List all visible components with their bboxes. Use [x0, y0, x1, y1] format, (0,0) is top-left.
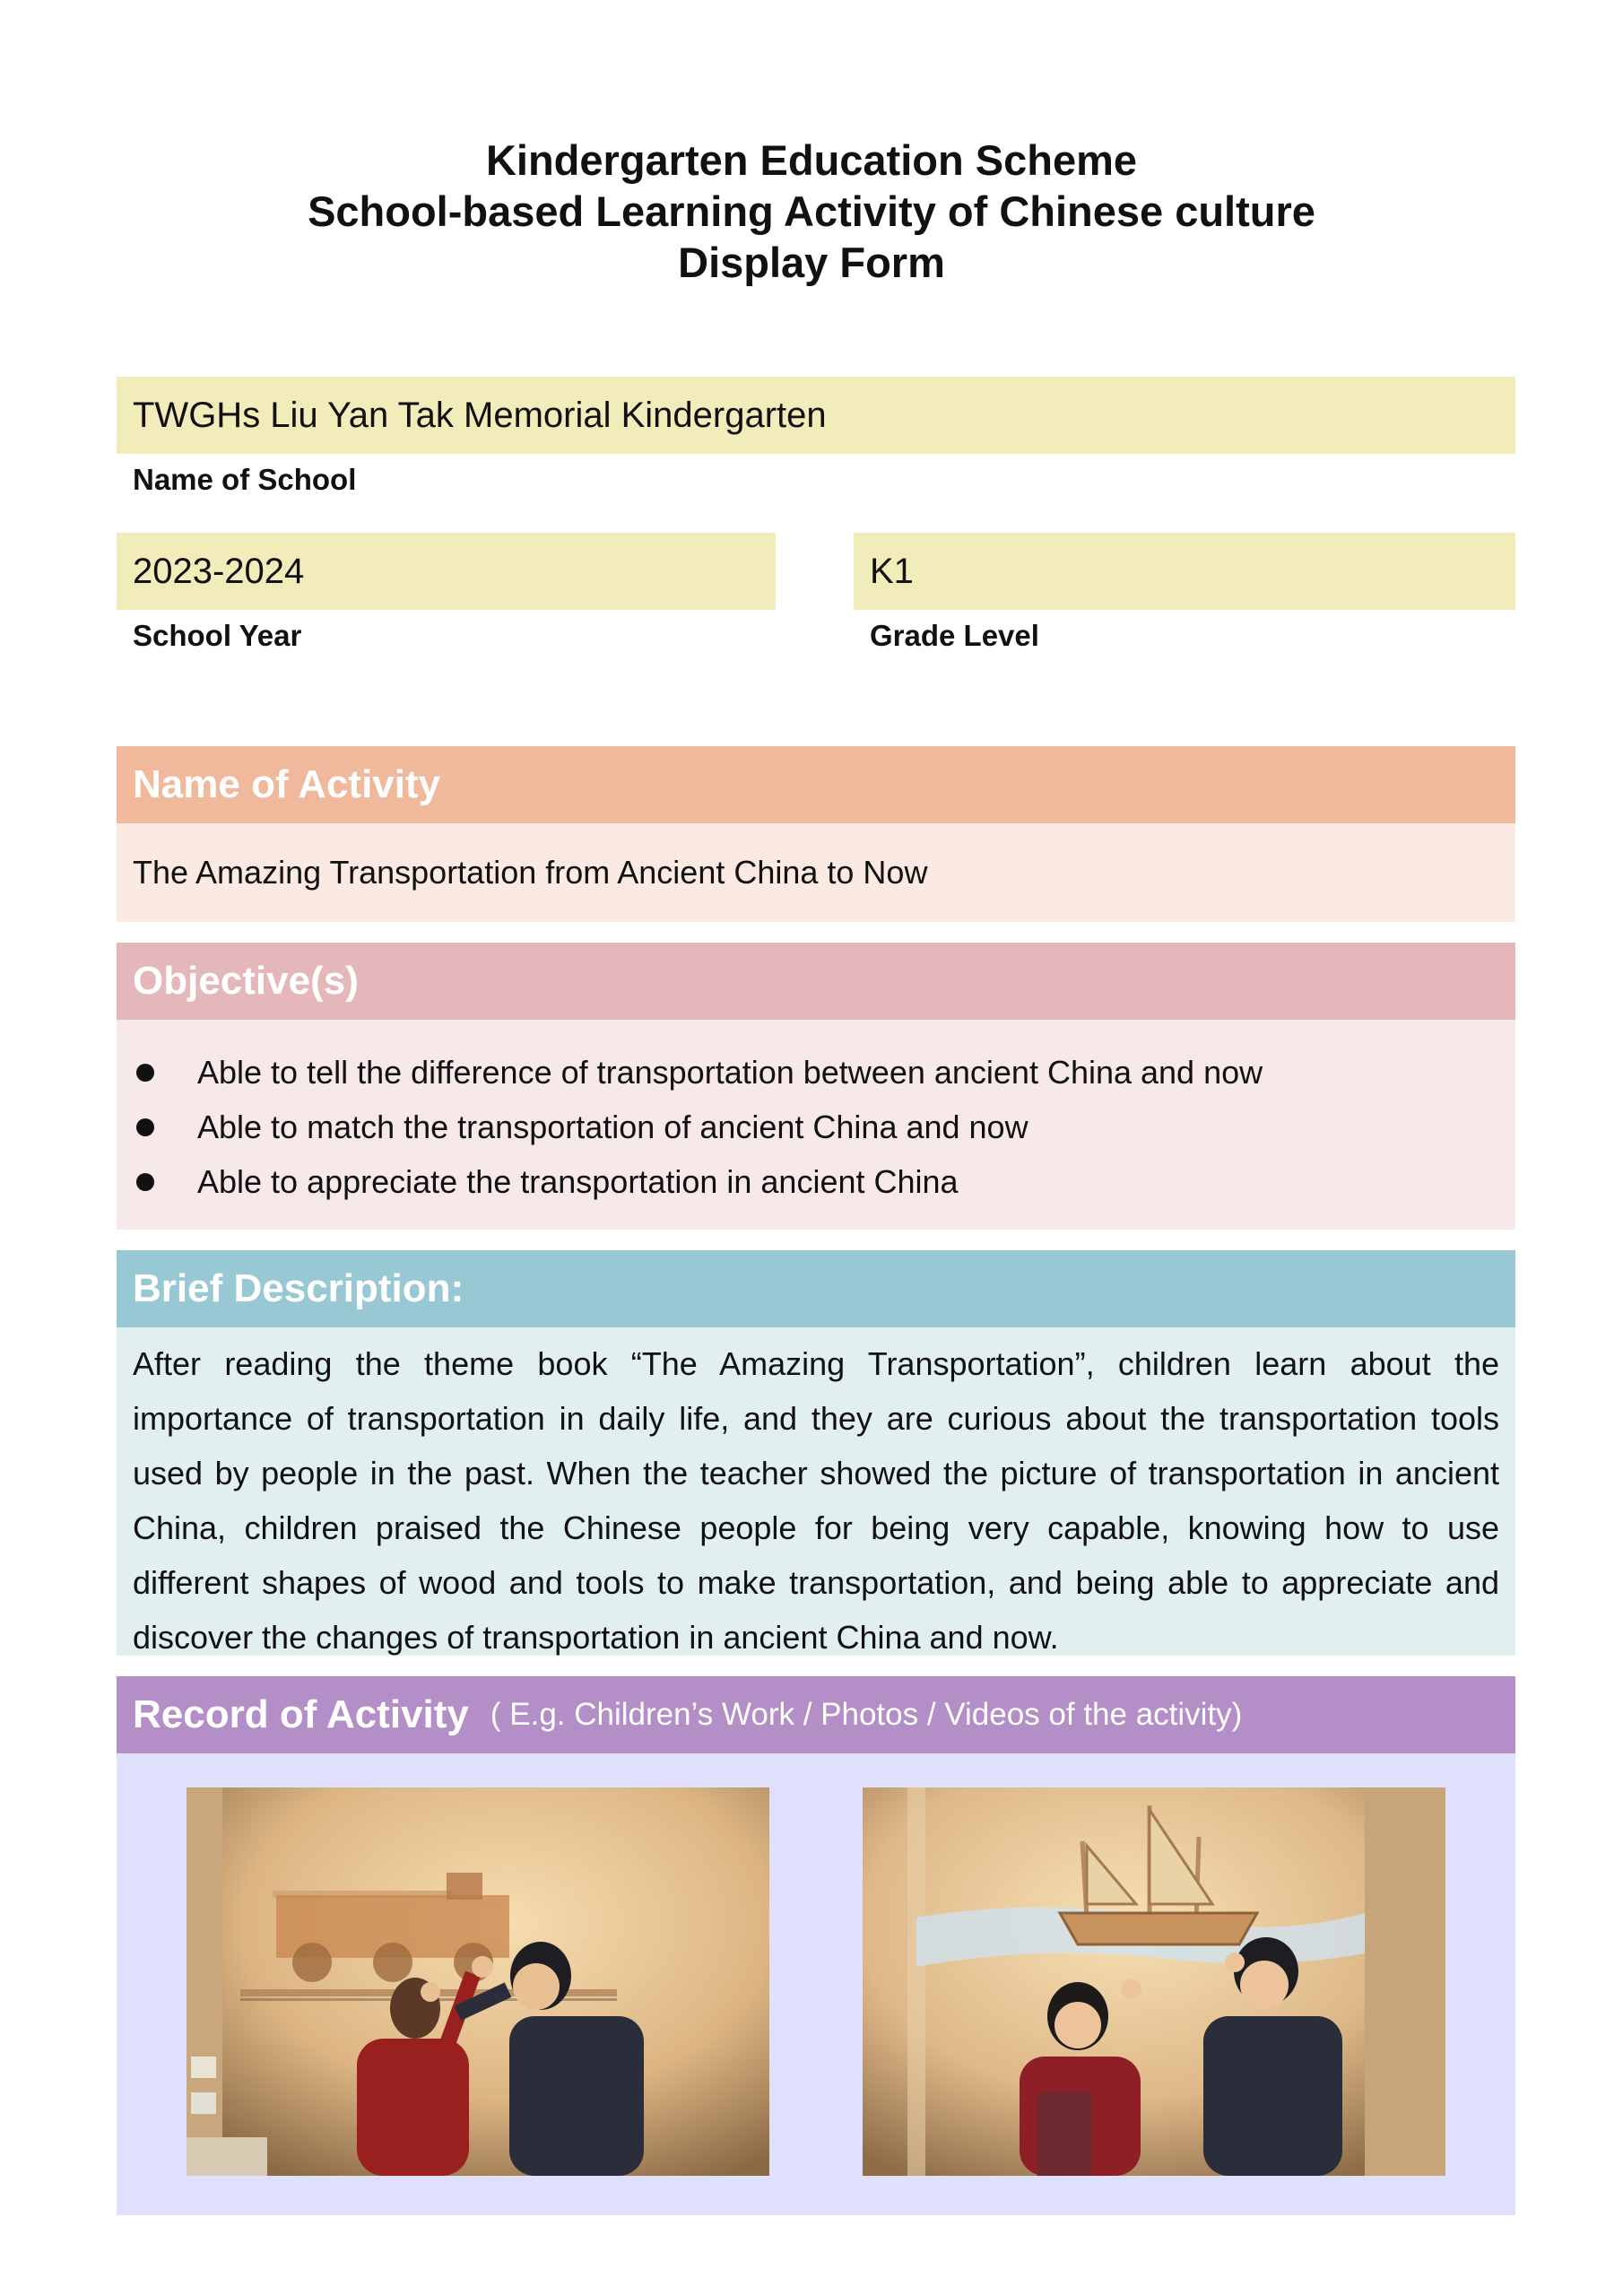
title-line-2: School-based Learning Activity of Chinese culture [308, 187, 1315, 235]
activity-photo-train [187, 1787, 769, 2176]
grade-level-field [854, 533, 1515, 610]
bullet-icon [136, 1118, 154, 1136]
description-heading [117, 1250, 1515, 1327]
bullet-icon [136, 1173, 154, 1191]
record-heading-text: Record of Activity [133, 1692, 469, 1736]
objectives-heading-text: Objective(s) [133, 959, 359, 1003]
school-name-field [117, 377, 1515, 454]
objective-text: Able to match the transportation of ancient China and now [197, 1109, 1028, 1145]
title-line-1: Kindergarten Education Scheme [485, 136, 1138, 184]
activity-name-box [117, 823, 1515, 922]
objectives-list [117, 1020, 1515, 1209]
objectives-heading [117, 943, 1515, 1020]
activity-heading [117, 746, 1515, 823]
objective-text: Able to appreciate the transportation in ancient China [197, 1163, 959, 1200]
objectives-box [117, 1020, 1515, 1230]
objective-item [117, 1045, 1515, 1100]
school-year-value: 2023-2024 [133, 551, 305, 591]
activity-heading-text: Name of Activity [133, 762, 441, 806]
description-heading-text: Brief Description: [133, 1266, 464, 1310]
activity-name-value: The Amazing Transportation from Ancient China to Now [133, 854, 928, 891]
school-year-field [117, 533, 776, 610]
school-year-label: School Year [133, 619, 302, 652]
title-line-3: Display Form [678, 239, 945, 286]
grade-level-label: Grade Level [870, 619, 1039, 652]
school-name-label: Name of School [133, 463, 357, 496]
school-name-value: TWGHs Liu Yan Tak Memorial Kindergarten [133, 395, 827, 435]
objective-text: Able to tell the difference of transportation between ancient China and now [197, 1054, 1263, 1091]
record-note: ( E.g. Children’s Work / Photos / Videos of the activity) [490, 1697, 1243, 1732]
bullet-icon [136, 1064, 154, 1082]
description-box [117, 1327, 1515, 1656]
form-title [0, 135, 1623, 288]
activity-photo-ship [863, 1787, 1445, 2176]
objective-item [117, 1100, 1515, 1154]
record-heading [117, 1676, 1515, 1753]
objective-item [117, 1154, 1515, 1209]
grade-level-value: K1 [870, 551, 914, 591]
description-text: After reading the theme book “The Amazing Transportation”, children learn about the importance of transportation in daily life, and they are curious about the transportation tools used by people in the past. When the teacher showed the picture of transportation in ancient China, children praised the Chinese people for being very capable, knowing how to use different shapes of wood and tools to make transportation, and being able to appreciate and discover the changes of transportation in ancient China and now. [133, 1345, 1499, 1656]
